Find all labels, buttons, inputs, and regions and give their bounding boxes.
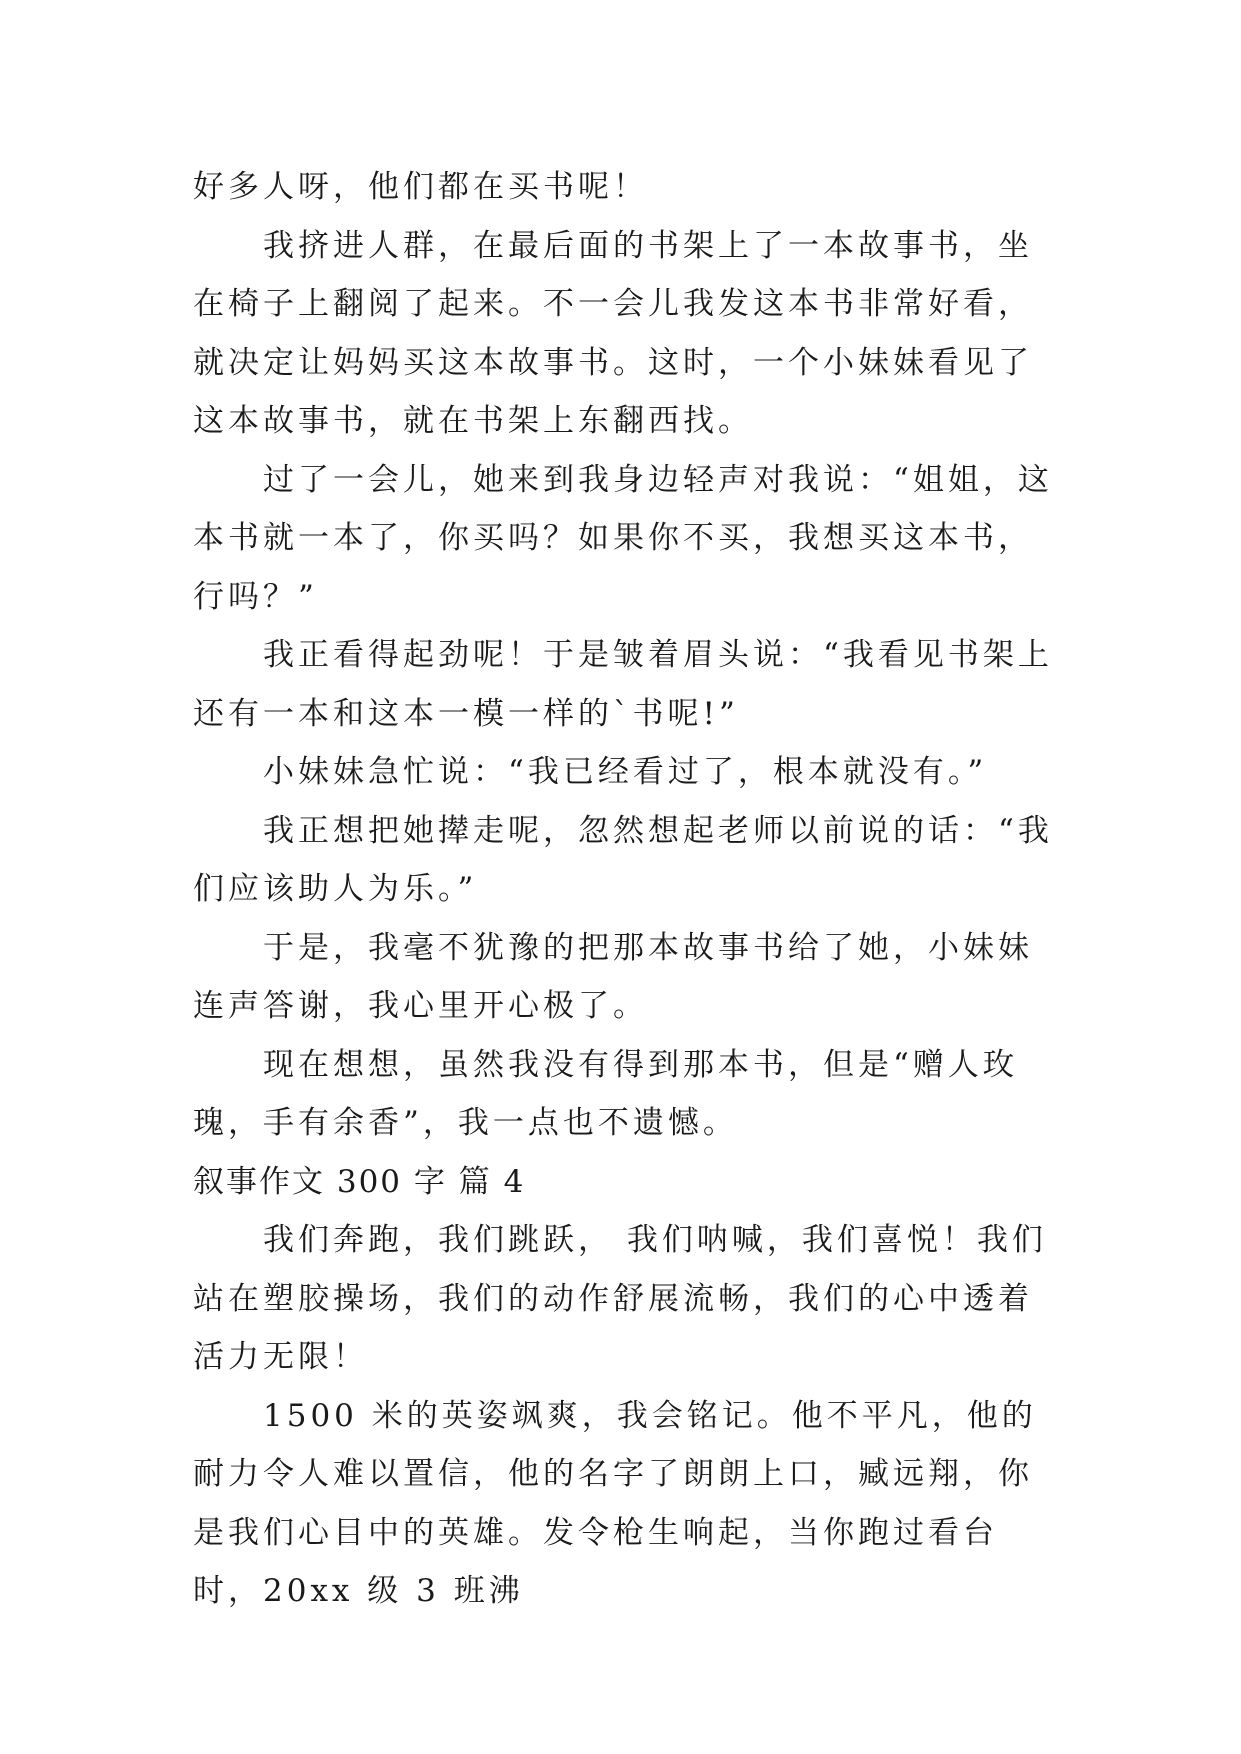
paragraph-7: 于是，我毫不犹豫的把那本故事书给了她，小妹妹连声答谢，我心里开心极了。 (193, 929, 1033, 1024)
essay-body (193, 158, 1053, 1621)
paragraph-5: 小妹妹急忙说：“我已经看过了，根本就没有。” (263, 754, 988, 790)
section-heading: 叙事作文 300 字 篇 4 (193, 1163, 526, 1200)
paragraph-1: 好多人呀，他们都在买书呢！ (193, 169, 648, 205)
paragraph-6: 我正想把她撵走呢，忽然想起老师以前说的话：“我们应该助人为乐。” (193, 812, 1053, 907)
paragraph-3: 过了一会儿，她来到我身边轻声对我说：“姐姐，这本书就一本了，你买吗？如果你不买，我想买这本书，行吗？” (193, 461, 1053, 615)
paragraph-9: 我们奔跑，我们跳跃， 我们呐喊，我们喜悦！我们站在塑胶操场，我们的动作舒展流畅，我们的心中透着活力无限！ (193, 1222, 1047, 1375)
paragraph-4: 我正看得起劲呢！于是皱着眉头说：“我看见书架上还有一本和这本一模一样的`书呢!” (193, 637, 1053, 732)
paragraph-10: 1500 米的英姿飒爽，我会铭记。他不平凡，他的耐力令人难以置信，他的名字了朗朗上口，臧远翔，你是我们心目中的英雄。发令枪生响起，当你跑过看台时，20xx 级 3 班沸 (193, 1397, 1037, 1609)
paragraph-2: 我挤进人群，在最后面的书架上了一本故事书，坐在椅子上翻阅了起来。不一会儿我发这本书非常好看，就决定让妈妈买这本故事书。这时，一个小妹妹看见了这本故事书，就在书架上东翻西找。 (193, 227, 1033, 439)
paragraph-8: 现在想想，虽然我没有得到那本书，但是“赠人玫瑰，手有余香”，我一点也不遗憾。 (193, 1046, 1018, 1141)
